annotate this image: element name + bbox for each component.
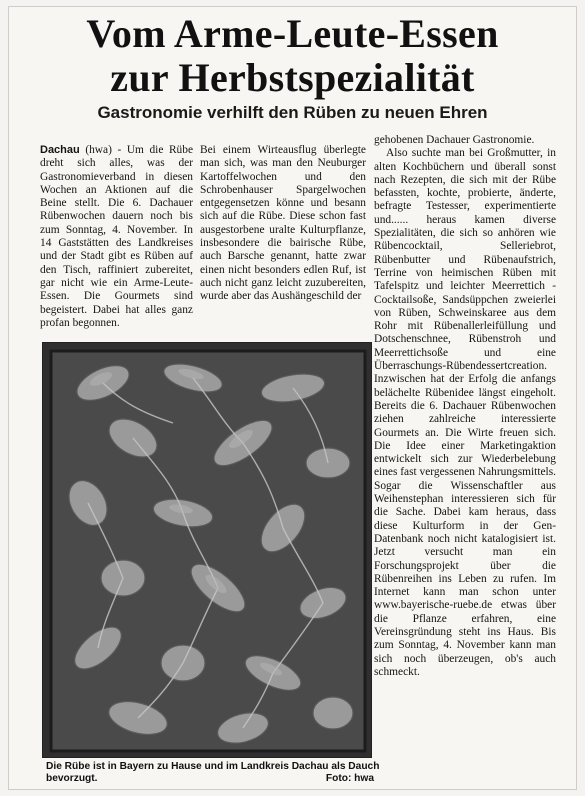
caption-text: Die Rübe ist in Bayern zu Hause und im Landkreis Dachau als Dauch bevorzugt.: [46, 761, 380, 784]
article-column-1: [40, 144, 193, 330]
turnip-photo-image: [43, 343, 372, 758]
subheadline: Gastronomie verhilft den Rüben zu neuen Ehren: [97, 103, 488, 122]
headline-line-1: Vom Arme-Leute-Essen: [86, 11, 499, 56]
column-2-text: Bei einem Wirteausflug überlegte man sich, was man den Neuburger Kartoffelwochen und den Schrobenhauser Spargelwochen entgegensetzen könne und besann sich auf die Rübe. Diese schon fast ausgestorbene uralte Kulturpflanze, insbesondere die bairische Rübe, auch Barsche genannt, hatte zwar einen nicht besonders edlen Ruf, ist auch nicht ganz leicht zuzubereiten, wurde aber das Aushängeschild der: [200, 144, 366, 303]
photo-credit: Foto: hwa: [325, 773, 374, 784]
column-3-paragraph-2: Also suchte man bei Großmutter, in alten Kochbüchern und überall sonst nach Rezepten, die sich mit der Rübe befassten, kochte, probierte, änderte, befragte Testesser, experimentierte und...... heraus kamen diverse Spezialitäten, die sich so anhören wie Rübencocktail, Selleriebrot, Rübenbutter und Rübenaufstrich, Terrine von heimischen Rüben mit Tafelspitz und leichter Meerrettich - Cocktailsoße, Sandsüppchen zweierlei von Rüben, Schweinskaree aus dem Rohr mit Rübenallerleifüllung und Dotschenschnee, Rübenstroh und Meerrettichsoße und eine Überraschungs-Rübendessertcreation. Inzwischen hat der Erfolg die anfangs belächelte Rübenidee längst eingeholt. Bereits die 6. Dachauer Rübenwochen ziehen zahlreiche interessierte Gourmets an. Die Wirte freuen sich. Die Idee einer Marketingaktion entwickelt sich zur Wiederbelebung eines fast vergessenen Nahrungsmittels. Sogar die Wissenschaftler aus Weihenstephan interessieren sich für die Sache. Dabei kam heraus, dass diese Kulturform in der Gen-Datenbank noch nicht katalogisiert ist. Jetzt versucht man ein Forschungsprojekt über die Rübenreihen ins Leben zu rufen. Im Internet kann man schon unter www.bayerische-ruebe.de etwas über die Pflanze erfahren, eine Vereinsgründung steht ins Haus. Bis zum Sonntag, 4. November kann man sich noch überzeugen, ob's auch schmeckt.: [374, 147, 556, 678]
headline: [0, 12, 585, 100]
column-1-text: (hwa) - Um die Rübe dreht sich alles, was der Gastronomieverband in diesen Wochen an Aktionen auf die Beine stellt. Die 6. Dachauer Rübenwochen dauern noch bis zum Sonntag, 4. November. In 14 Gaststätten des Landkreises und der Stadt gibt es Rüben auf den Tisch, raffiniert zubereitet, gar nicht wie ein Arme-Leute-Essen. Die Gourmets sind begeistert. Dabei hat alles ganz profan begonnen.: [40, 144, 193, 329]
turnip-photo: [42, 342, 372, 758]
dateline: Dachau: [40, 144, 80, 156]
article-column-2: [200, 144, 366, 304]
column-3-paragraph-1: gehobenen Dachauer Gastronomie.: [374, 134, 535, 146]
article-column-3: [374, 134, 556, 679]
photo-caption: [46, 761, 386, 785]
headline-line-2: zur Herbstspezialität: [110, 55, 475, 100]
